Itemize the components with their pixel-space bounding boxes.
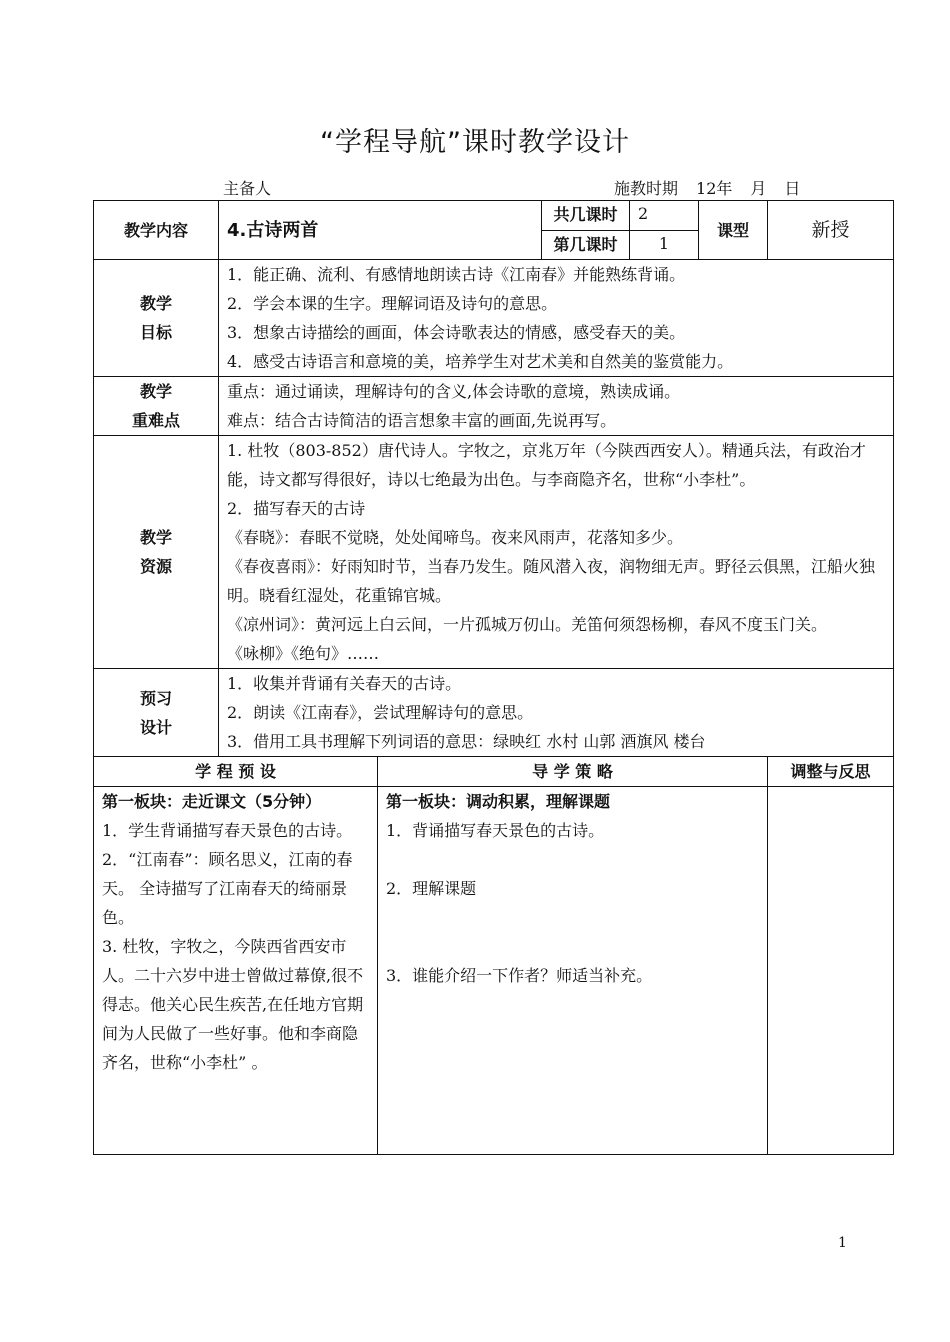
key-point-item: 重点：通过诵读，理解诗句的含义,体会诗歌的意境，熟读成诵。 xyxy=(227,382,681,401)
total-periods-label: 共几课时 xyxy=(542,201,630,231)
key-points-label-line2: 重难点 xyxy=(131,411,180,430)
goal-item: 1．能正确、流利、有感情地朗读古诗《江南春》并能熟练背诵。 xyxy=(227,265,686,284)
year-value: 12年 xyxy=(696,179,733,198)
date-label: 施教时期 xyxy=(614,179,679,198)
study-paragraph: 2．“江南春”：顾名思义，江南的春天。 全诗描写了江南春天的绮丽景色。 xyxy=(102,850,353,927)
resource-poem: 《春晓》：春眠不觉晓，处处闻啼鸟。夜来风雨声，花落知多少。 xyxy=(227,528,684,547)
spacer xyxy=(386,932,759,961)
preview-label xyxy=(94,669,219,757)
goals-label-line1: 教学 xyxy=(139,294,172,313)
key-point-item: 难点：结合古诗简洁的语言想象丰富的画面,先说再写。 xyxy=(227,411,617,430)
guide-paragraph: 1．背诵描写春天景色的古诗。 xyxy=(386,821,605,840)
reflection-cell xyxy=(768,787,894,1155)
study-heading: 第一板块：走近课文（5分钟） xyxy=(102,792,322,811)
resource-poem: 《春夜喜雨》：好雨知时节，当春乃发生。随风潜入夜，润物细无声。野径云俱黑，江船火独明。晓看红湿处，花重锦官城。 xyxy=(227,557,876,605)
lesson-plan-table xyxy=(93,200,894,1155)
guide-column-header: 导 学 策 略 xyxy=(378,757,768,787)
preview-label-line1: 预习 xyxy=(139,688,172,708)
resource-author-note: 1. 杜牧（803-852）唐代诗人。字牧之，京兆万年（今陕西西安人）。精通兵法，有政治才能，诗文都写得很好，诗以七绝最为出色。与李商隐齐名，世称“小李杜”。 xyxy=(227,441,866,489)
resource-poem: 《凉州词》：黄河远上白云间，一片孤城万仞山。羌笛何须怨杨柳，春风不度玉门关。 xyxy=(227,615,828,634)
spacer xyxy=(386,903,759,932)
total-periods-value: 2 xyxy=(630,201,699,231)
preview-item: 3．借用工具书理解下列词语的意思：绿映红 水村 山郭 酒旗风 楼台 xyxy=(227,732,706,751)
period-no-label: 第几课时 xyxy=(542,230,630,260)
preview-item: 2．朗读《江南春》，尝试理解诗句的意思。 xyxy=(227,703,534,722)
preparer-label: 主备人 xyxy=(223,179,272,198)
goals-label xyxy=(94,260,219,377)
spacer xyxy=(386,845,759,874)
resources-label-line2: 资源 xyxy=(139,557,172,576)
reflect-column-header: 调整与反思 xyxy=(768,757,894,787)
preview-label-line2: 设计 xyxy=(139,717,172,737)
page-number: 1 xyxy=(838,1235,847,1251)
goals-label-line2: 目标 xyxy=(139,323,172,342)
type-value: 新授 xyxy=(768,201,894,260)
goal-item: 3．想象古诗描绘的画面，体会诗歌表达的情感，感受春天的美。 xyxy=(227,323,686,342)
goals-content xyxy=(219,260,894,377)
study-paragraph: 3. 杜牧，字牧之，今陕西省西安市人。二十六岁中进士曾做过幕僚,很不得志。他关心民生疾苦,在任地方官期间为人民做了一些好事。他和李商隐齐名，世称“小李杜” 。 xyxy=(102,937,364,1072)
month-label: 月 xyxy=(750,179,767,198)
key-points-label xyxy=(94,377,219,436)
type-label: 课型 xyxy=(699,201,768,260)
study-column-header: 学 程 预 设 xyxy=(94,757,378,787)
guide-strategy-cell xyxy=(378,787,768,1155)
period-no-value: 1 xyxy=(630,230,699,260)
key-points-label-line1: 教学 xyxy=(139,382,172,401)
key-points-content xyxy=(219,377,894,436)
page-title: “学程导航”课时教学设计 xyxy=(320,127,630,158)
resources-content xyxy=(219,436,894,669)
resources-label xyxy=(94,436,219,669)
day-label: 日 xyxy=(784,179,801,198)
goal-item: 4．感受古诗语言和意境的美，培养学生对艺术美和自然美的鉴赏能力。 xyxy=(227,352,734,371)
study-plan-cell xyxy=(94,787,378,1155)
guide-heading: 第一板块：调动积累，理解课题 xyxy=(386,792,611,811)
teaching-date xyxy=(614,176,818,199)
guide-paragraph: 2．理解课题 xyxy=(386,879,477,898)
preview-content xyxy=(219,669,894,757)
content-value: 4.古诗两首 xyxy=(219,201,542,260)
resources-label-line1: 教学 xyxy=(139,528,172,547)
content-label: 教学内容 xyxy=(94,201,219,260)
guide-paragraph: 3．谁能介绍一下作者？师适当补充。 xyxy=(386,966,653,985)
study-paragraph: 1．学生背诵描写春天景色的古诗。 xyxy=(102,821,353,840)
preview-item: 1．收集并背诵有关春天的古诗。 xyxy=(227,674,462,693)
goal-item: 2．学会本课的生字。理解词语及诗句的意思。 xyxy=(227,294,558,313)
resource-poems-heading: 2．描写春天的古诗 xyxy=(227,499,366,518)
resource-more: 《咏柳》《绝句》…… xyxy=(227,644,380,663)
